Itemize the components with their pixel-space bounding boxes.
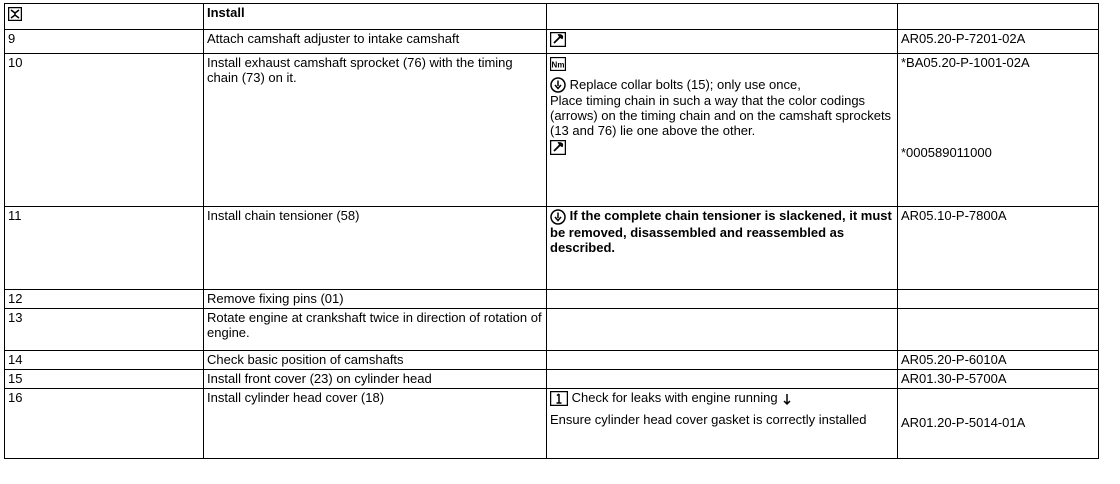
step-note: [547, 54, 898, 207]
step-number: 16: [5, 389, 204, 459]
step-note: [547, 290, 898, 309]
step-action: Install cylinder head cover (18): [204, 389, 547, 459]
step-reference: [898, 309, 1099, 351]
table-header-row: [5, 4, 1099, 30]
step-number: 14: [5, 351, 204, 370]
table-row: [5, 54, 1099, 207]
table-row: [5, 351, 1099, 370]
special-tool-icon: [550, 32, 566, 47]
step-reference: AR05.20-P-6010A: [898, 351, 1099, 370]
table-row: [5, 290, 1099, 309]
step-number: 10: [5, 54, 204, 207]
step-note: [547, 207, 898, 290]
step-reference: AR05.10-P-7800A: [898, 207, 1099, 290]
note-line: [550, 77, 894, 94]
collar-bolt-note: Replace collar bolts (15); only use once,: [569, 76, 801, 92]
torque-nm-icon: [550, 57, 566, 71]
leak-check-note: Check for leaks with engine running: [571, 390, 778, 405]
step-note: [547, 30, 898, 54]
tool-reference: *000589011000: [901, 145, 992, 160]
step-reference: [898, 54, 1099, 207]
header-icon-cell: [5, 4, 204, 30]
step-number: 9: [5, 30, 204, 54]
cover-reference: AR01.20-P-5014-01A: [901, 415, 1026, 430]
arrow-down-icon: [781, 392, 793, 406]
step-reference: [898, 389, 1099, 459]
table-row: [5, 370, 1099, 389]
torque-reference: *BA05.20-P-1001-02A: [901, 55, 1030, 70]
table-row: [5, 389, 1099, 459]
table-row: [5, 309, 1099, 351]
table-row: [5, 30, 1099, 54]
info-icon: [550, 391, 568, 406]
procedure-table: [4, 3, 1099, 459]
step-action: Check basic position of camshafts: [204, 351, 547, 370]
special-tool-icon: [550, 140, 566, 155]
step-note: [547, 370, 898, 389]
step-reference: AR01.30-P-5700A: [898, 370, 1099, 389]
step-number: 13: [5, 309, 204, 351]
header-ref-cell: [898, 4, 1099, 30]
header-note-cell: [547, 4, 898, 30]
step-number: 15: [5, 370, 204, 389]
step-note: [547, 309, 898, 351]
chain-tensioner-warning: If the complete chain tensioner is slackened, it must be removed, disassembled and reassembled as described.: [550, 208, 892, 255]
step-number: 11: [5, 207, 204, 290]
attention-icon: [550, 209, 566, 225]
timing-chain-note: Place timing chain in such a way that the color codings (arrows) on the timing chain and on the camshaft sprockets (13 and 76) lie one above the other.: [550, 93, 892, 139]
header-title: Install: [204, 4, 547, 30]
table-row: [5, 207, 1099, 290]
step-action: Attach camshaft adjuster to intake camshaft: [204, 30, 547, 54]
gasket-note: Ensure cylinder head cover gasket is correctly installed: [550, 412, 867, 428]
step-reference: AR05.20-P-7201-02A: [898, 30, 1099, 54]
step-reference: [898, 290, 1099, 309]
install-symbol-icon: [8, 7, 22, 21]
attention-icon: [550, 77, 566, 93]
step-action: Rotate engine at crankshaft twice in direction of rotation of engine.: [204, 309, 547, 351]
step-note: [547, 389, 898, 459]
step-note: [547, 351, 898, 370]
step-number: 12: [5, 290, 204, 309]
step-action: Install front cover (23) on cylinder head: [204, 370, 547, 389]
note-line: [550, 390, 894, 406]
step-action: Install chain tensioner (58): [204, 207, 547, 290]
svg-text:Nm: Nm: [551, 60, 565, 70]
step-action: Remove fixing pins (01): [204, 290, 547, 309]
step-action: Install exhaust camshaft sprocket (76) with the timing chain (73) on it.: [204, 54, 547, 207]
